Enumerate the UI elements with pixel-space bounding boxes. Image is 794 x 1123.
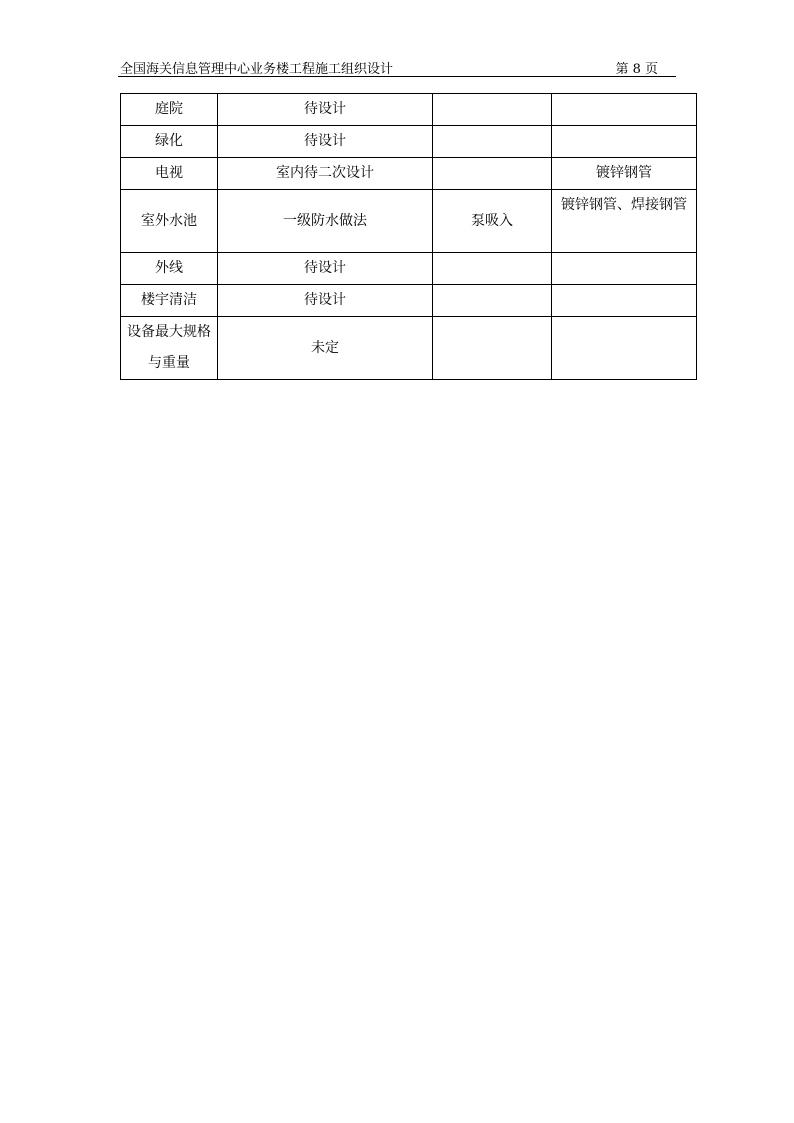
table-cell: 电视 [121,158,218,190]
table-cell: 楼宇清洁 [121,285,218,317]
table-cell: 绿化 [121,126,218,158]
table-cell: 待设计 [218,285,433,317]
table-row [121,126,697,158]
table-row [121,190,697,253]
spec-table [120,93,697,380]
table-cell [433,158,552,190]
table-cell: 室外水池 [121,190,218,253]
table-cell [433,317,552,380]
table-cell: 待设计 [218,253,433,285]
table-cell [552,253,697,285]
page-number: 第 8 页 [615,62,658,77]
table-cell [552,94,697,126]
table-row [121,253,697,285]
table-row [121,94,697,126]
page-header [118,58,676,77]
table-cell [433,94,552,126]
table-row [121,158,697,190]
table-cell [552,285,697,317]
table-cell: 室内待二次设计 [218,158,433,190]
table-cell [433,285,552,317]
table-cell: 一级防水做法 [218,190,433,253]
table-cell [433,126,552,158]
table-cell: 设备最大规格与重量 [121,317,218,380]
table-cell: 外线 [121,253,218,285]
table-row [121,285,697,317]
table-cell [433,253,552,285]
table-cell: 未定 [218,317,433,380]
table-cell [552,126,697,158]
document-title: 全国海关信息管理中心业务楼工程施工组织设计 [120,62,394,77]
table-cell: 镀锌钢管 [552,158,697,190]
table-cell: 泵吸入 [433,190,552,253]
table-cell: 待设计 [218,126,433,158]
table-cell: 庭院 [121,94,218,126]
table-cell: 待设计 [218,94,433,126]
table-row [121,317,697,380]
table-cell: 镀锌钢管、焊接钢管 [552,190,697,253]
table-cell [552,317,697,380]
